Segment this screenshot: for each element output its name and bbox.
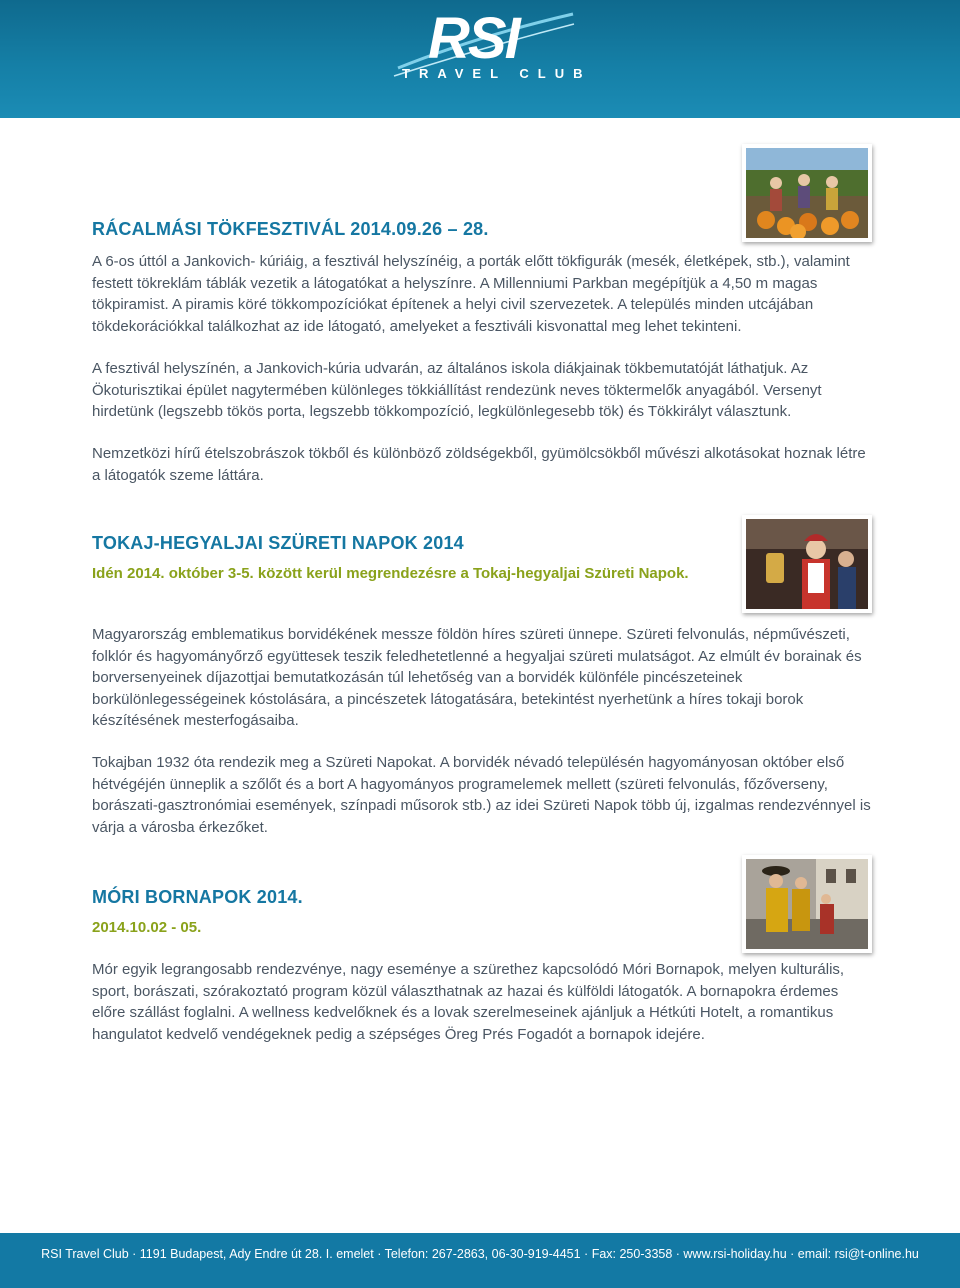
paragraph-tokaj-2: Tokajban 1932 óta rendezik meg a Szüreti Napokat. A borvidék névadó településén hagyományosan október első hétvégéjén ünneplik a szőlőt és a bort A hagyományos programelemek mellett (szüreti felvonulás, főzőverseny, borászati-gasztronómiai események, színpadi műsorok stb.) az idei Szüreti Napok több új, izgalmas rendezvénnyel is várja a városba érkezőket. — [92, 754, 871, 836]
section-title-mor: MÓRI BORNAPOK 2014. — [92, 887, 303, 907]
section-title-tokaj: TOKAJ-HEGYALJAI SZÜRETI NAPOK 2014 — [92, 533, 464, 553]
logo-main-text: RSI — [428, 6, 519, 71]
photo-mori-bornapok — [742, 855, 872, 953]
paragraph-tokfesztival-1: A 6-os úttól a Jankovich- kúriáig, a fesztivál helyszínéig, a porták előtt tökfigurák (mesék, életképek, stb.), valamint festett tökreklám táblák vezetik a látogatókat a helyszínre. A Millenniumi Parkban megépítjük a 4,50 m magas tökpiramist. A piramis köré tökkompozíciókat építenek a helyi civil szervezetek. A település minden utcájában tökdekorációkkal találkozhat az ide látogató, amelyeket a fesztiváli kisvonattal meg lehet tekinteni. — [92, 253, 850, 335]
subtitle-mor-date: 2014.10.02 - 05. — [92, 919, 202, 936]
paragraph-tokfesztival-3: Nemzetközi hírű ételszobrászok tökből és különböző zöldségekből, gyümölcsökből művészi alkotásokat hoznak létre a látogatók szeme láttára. — [92, 445, 866, 484]
paragraph-tokaj-1: Magyarország emblematikus borvidékének messze földön híres szüreti ünnepe. Szüreti felvonulás, népművészeti, folklór és hagyományőrző együttesek teszik feledhetetlenné a hegyaljai szüreti mulatságot. Az elmúlt év borainak és borversenyeinek díjazottjai bemutatkozásán túl lehetőség van a borvidék különféle pincészeteinek borkülönlegességeinek kóstolására, a pincészetek látogatására, betekintést nyerhetünk a híres tokaji borok készítésének mesterfogásaiba. — [92, 626, 862, 729]
header-banner — [0, 0, 960, 118]
photo-tokaj-harvest — [742, 515, 872, 613]
footer-bar — [0, 1233, 960, 1288]
paragraph-tokfesztival-2: A fesztivál helyszínén, a Jankovich-kúria udvarán, az általános iskola diákjainak tökbemutatóját láthatjuk. Az Ökoturisztikai épület nagytermében különleges tökkiállítást rendezünk neves töktermelők anyagából. Versenyt hirdetünk (legszebb tökös porta, legszebb tökkompozíció, legkülönlegesebb tök) és Tökkirályt választunk. — [92, 360, 822, 420]
photo-pumpkin-festival — [742, 144, 872, 242]
footer-contact-text: RSI Travel Club · 1191 Budapest, Ady Endre út 28. I. emelet · Telefon: 267-2863, 06-30-919-4451 · Fax: 250-3358 · www.rsi-holiday.hu · email: rsi@t-online.hu — [41, 1247, 919, 1261]
section-title-tokfesztival: RÁCALMÁSI TÖKFESZTIVÁL 2014.09.26 – 28. — [92, 219, 489, 239]
paragraph-mor-1: Mór egyik legrangosabb rendezvénye, nagy eseménye a szürethez kapcsolódó Móri Bornapok, melyen kulturális, sport, borászati, szórakoztató program közül választhatnak az hazai és külföldi látogatók. A bornapokra érdemes előre szállást foglalni. A wellness kedvelőknek és a lovak szerelmeseinek ajánljuk a Hétkúti Hotelt, a romantikus hangulatot kedvelő vendégeknek pedig a szépséges Öreg Prés Fogadót a bornapok idejére. — [92, 961, 845, 1043]
rsi-logo — [388, 6, 592, 106]
subtitle-tokaj-date: Idén 2014. október 3-5. között kerül megrendezésre a Tokaj-hegyaljai Szüreti Napok. — [92, 565, 689, 582]
logo-sub-text: TRAVEL CLUB — [402, 66, 592, 81]
